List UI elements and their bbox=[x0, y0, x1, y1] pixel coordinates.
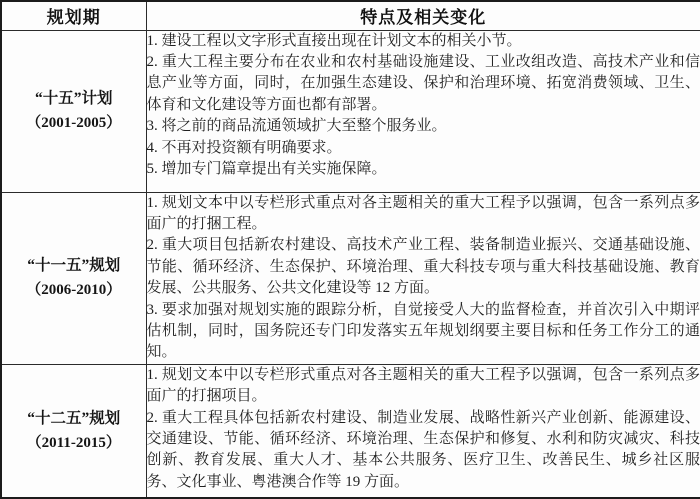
features-cell-12th bbox=[146, 364, 700, 498]
header-planning-period: 规划期 bbox=[1, 1, 146, 30]
table-row-10th-plan bbox=[1, 30, 700, 192]
features-cell-10th bbox=[146, 30, 700, 192]
table-header-row bbox=[1, 1, 700, 30]
features-cell-11th bbox=[146, 192, 700, 364]
period-years-10th: （2001-2005） bbox=[26, 115, 122, 131]
feature-item: 1. 规划文本中以专栏形式重点对各主题相关的重大工程予以强调，包含一系列点多面广的打捆项目。 bbox=[146, 366, 700, 405]
period-years-11th: （2006-2010） bbox=[26, 282, 122, 299]
feature-item: 2. 重大项目包括新农村建设、高技术产业工程、装备制造业振兴、交通基础设施、节能、循环经济、生态保护、环境治理、重大科技专项与重大科技基础设施、教育发展、公共服务、公共文化建设等 12 方面。 bbox=[146, 237, 700, 297]
feature-item: 4. 不再对投资额有明确要求。 bbox=[146, 139, 342, 156]
table-row-12th-plan bbox=[1, 364, 700, 498]
period-name-12th: “十二五”规划 bbox=[27, 410, 121, 427]
period-name-11th: “十一五”规划 bbox=[27, 257, 121, 275]
table-row-11th-plan bbox=[1, 192, 700, 364]
feature-item: 3. 要求加强对规划实施的跟踪分析，自觉接受人大的监督检查，并首次引入中期评估机制，同时，国务院还专门印发落实五年规划纲要主要目标和任务工作分工的通知。 bbox=[146, 301, 700, 361]
feature-item: 3. 将之前的商品流通领域扩大至整个服务业。 bbox=[146, 118, 447, 135]
period-years-12th: （2011-2015） bbox=[26, 435, 121, 451]
feature-item: 1. 建设工程以文字形式直接出现在计划文本的相关小节。 bbox=[146, 32, 522, 49]
header-features-and-changes: 特点及相关变化 bbox=[146, 1, 700, 30]
feature-item: 5. 增加专门篇章提出有关实施保障。 bbox=[146, 160, 387, 177]
period-cell-11th bbox=[1, 192, 146, 364]
feature-item: 1. 规划文本中以专栏形式重点对各主题相关的重大工程予以强调，包含一系列点多面广的打捆工程。 bbox=[146, 194, 700, 232]
period-name-10th: “十五”计划 bbox=[34, 90, 113, 107]
period-cell-10th bbox=[1, 30, 146, 192]
feature-item: 2. 重大工程具体包括新农村建设、制造业发展、战略性新兴产业创新、能源建设、交通建设、节能、循环经济、环境治理、生态保护和修复、水利和防灾减灾、科技创新、教育发展、重大人才、基本公共服务、医疗卫生、改善民生、城乡社区服务、文化事业、粤港澳合作等 19 方面。 bbox=[146, 409, 700, 490]
feature-item: 2. 重大工程主要分布在农业和农村基础设施建设、工业改组改造、高技术产业和信息产业等方面，同时，在加强生态建设、保护和治理环境、拓宽消费领域、卫生、体育和文化建设等方面也都有部署。 bbox=[146, 53, 700, 113]
period-cell-12th bbox=[1, 364, 146, 498]
